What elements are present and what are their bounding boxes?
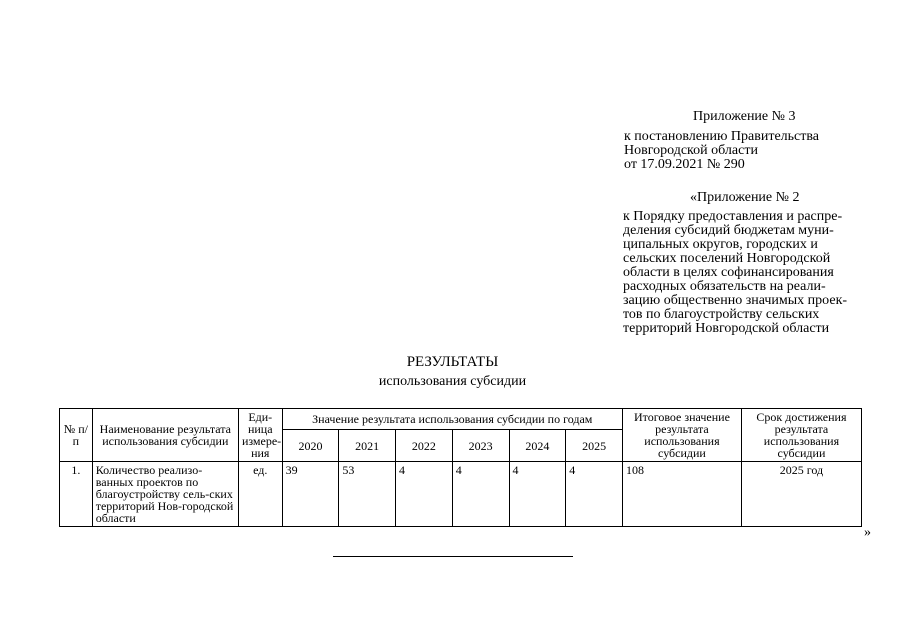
row-value: 53 [339,462,396,527]
header-unit: Еди-ница измере-ния [238,409,282,462]
row-value: 4 [566,462,623,527]
results-heading: РЕЗУЛЬТАТЫ [406,354,499,370]
annex2-line: расходных обязательств на реали- [623,279,826,294]
table-row [60,462,862,527]
row-total: 108 [622,462,741,527]
header-year: 2023 [452,430,509,462]
annex2-line: тов по благоустройству сельских [623,307,820,322]
header-term: Срок достижения результата использования субсидии [741,409,861,462]
header-year: 2024 [509,430,566,462]
row-num: 1. [60,462,93,527]
header-total: Итоговое значение результата использования субсидии [622,409,741,462]
annex2-line: сельских поселений Новгородской [623,251,831,266]
divider-line [333,556,573,557]
header-year: 2022 [396,430,453,462]
header-name: Наименование результата использования субсидии [92,409,238,462]
annex-line: к постановлению Правительства [624,129,820,144]
row-value: 4 [452,462,509,527]
annex2-line: ципальных округов, городских и [623,237,818,252]
annex2-reference [623,210,847,336]
row-unit: ед. [238,462,282,527]
row-term: 2025 год [741,462,861,527]
results-subheading: использования субсидии [378,374,527,389]
results-table [59,408,862,527]
header-year: 2025 [566,430,623,462]
row-value: 4 [509,462,566,527]
row-value: 4 [396,462,453,527]
header-year: 2021 [339,430,396,462]
annex-line: Новгородской области [624,143,758,158]
annex-title: Приложение № 3 [693,109,796,124]
header-num: № п/п [60,409,93,462]
annex2-title: «Приложение № 2 [690,190,800,205]
header-year: 2020 [282,430,339,462]
closing-quote: » [864,525,871,540]
row-value: 39 [282,462,339,527]
annex2-line: деления субсидий бюджетам муни- [623,223,834,238]
row-name: Количество реализо-ванных проектов по благоустройству сель-ских территорий Нов-городской области [92,462,238,527]
annex-line: от 17.09.2021 № 290 [624,157,745,172]
annex2-line: зацию общественно значимых проек- [623,293,848,308]
annex2-line: области в целях софинансирования [623,265,834,280]
annex-reference [624,130,819,172]
annex2-line: к Порядку предоставления и распре- [623,209,843,224]
header-years-group: Значение результата использования субсидии по годам [282,409,622,430]
annex2-line: территорий Новгородской области [623,321,830,336]
